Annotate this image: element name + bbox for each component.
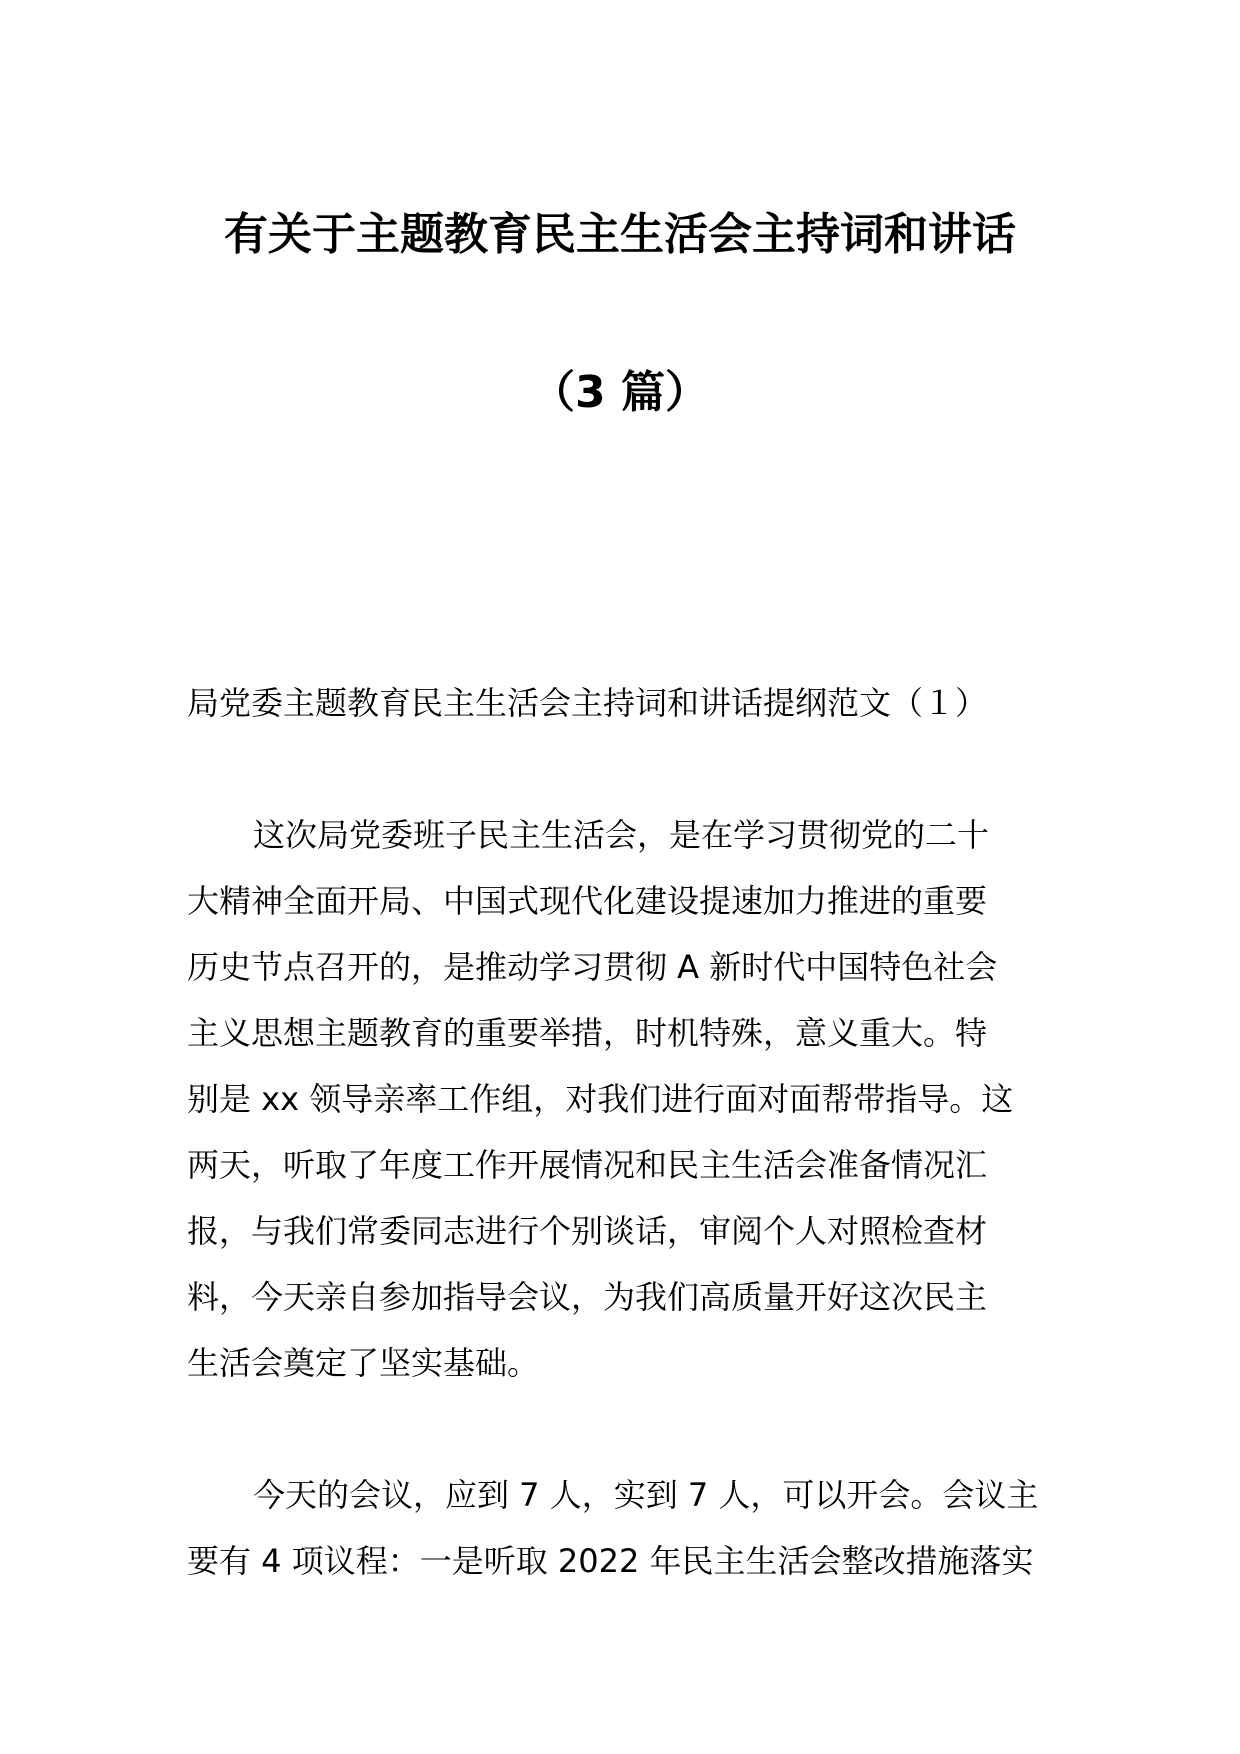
section-heading: 局党委主题教育民主生活会主持词和讲话提纲范文（１）	[187, 684, 988, 722]
document-title: 有关于主题教育民主生活会主持词和讲话	[224, 209, 1016, 260]
paragraph-opening	[187, 802, 1053, 1396]
paragraph-line: 报，与我们常委同志进行个别谈话，审阅个人对照检查材	[187, 1212, 988, 1250]
paragraph-line: 今天的会议，应到 7 人，实到 7 人，可以开会。会议主	[253, 1476, 1039, 1514]
paragraph-line: 主义思想主题教育的重要举措，时机特殊，意义重大。特	[187, 1014, 988, 1052]
document-subtitle: （3 篇）	[531, 367, 709, 418]
paragraph-line: 生活会奠定了坚实基础。	[187, 1344, 540, 1382]
paragraph-line: 历史节点召开的，是推动学习贯彻 A 新时代中国特色社会	[187, 948, 998, 986]
paragraph-line: 大精神全面开局、中国式现代化建设提速加力推进的重要	[187, 882, 988, 920]
paragraph-line: 要有 4 项议程：一是听取 2022 年民主生活会整改措施落实	[187, 1542, 1034, 1580]
paragraph-line: 两天，听取了年度工作开展情况和民主生活会准备情况汇	[187, 1146, 988, 1184]
paragraph-line: 别是 xx 领导亲率工作组，对我们进行面对面帮带指导。这	[187, 1080, 1014, 1118]
paragraph-line: 这次局党委班子民主生活会，是在学习贯彻党的二十	[253, 816, 990, 854]
document-body	[187, 670, 1053, 1660]
paragraph-agenda	[187, 1462, 1053, 1594]
paragraph-line: 料，今天亲自参加指导会议，为我们高质量开好这次民主	[187, 1278, 988, 1316]
